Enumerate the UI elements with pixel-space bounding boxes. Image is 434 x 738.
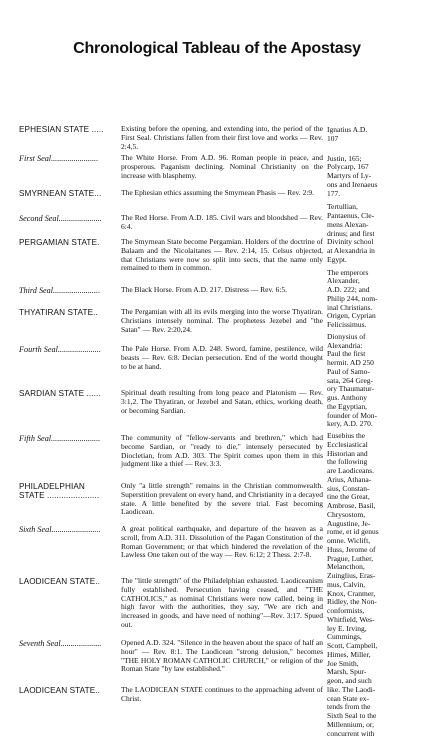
sidebar-line: Millennium, or, (327, 721, 418, 730)
sidebar-line: tends from the (327, 703, 418, 712)
entry-text: The Smyrnean State become Pergamian. Holders of the doctrine of Balaam and the Nicolaitanes — Rev. 2:14, 15. Celsus objected, that Christians were now so split into sects, that the name only remained to them in common. (121, 238, 323, 273)
sidebar-line: Philip 244, nom- (327, 295, 418, 304)
sidebar-line: Origen, Cyprian (327, 312, 418, 321)
sidebar-line: conformists, (327, 607, 418, 616)
sidebar-line: founder of Mon- (327, 412, 418, 421)
entry-label: SARDIAN STATE ...... (19, 389, 119, 398)
sidebar-line: ons and Irenaeus (327, 181, 418, 190)
sidebar-line: Dionysius of (327, 333, 418, 342)
sidebar-line: Martyrs of Ly- (327, 172, 418, 181)
sidebar-line: sata, 264 Greg- (327, 377, 418, 386)
sidebar-line: Paul of Samo- (327, 368, 418, 377)
sidebar-line: drinus; and first (327, 230, 418, 239)
sidebar-line: gus. Anthony (327, 394, 418, 403)
entry-label: PERGAMIAN STATE. (19, 238, 119, 247)
sidebar-line: Cummings, (327, 633, 418, 642)
sidebar-line: mus, Calvin, (327, 581, 418, 590)
sidebar-line: Historian and (327, 450, 418, 459)
sidebar-line: cean State ex- (327, 695, 418, 704)
entry-label: Fourth Seal..................... (19, 345, 119, 354)
entry-label: EPHESIAN STATE ..... (19, 125, 119, 134)
sidebar-line: Alexander, (327, 277, 418, 286)
entry-text: Existing before the opening, and extending into, the period of the First Seal. Christians fallen from their first love and works — Rev. 2:4,5. (121, 125, 323, 151)
sidebar-line: 177. (327, 190, 418, 199)
sidebar-line: Knox, Cranmer, (327, 590, 418, 599)
sidebar-line: Melancthon, (327, 563, 418, 572)
sidebar-line: Ecclesiastical (327, 441, 418, 450)
sidebar-line: geon, and such (327, 677, 418, 686)
sidebar-line: the following (327, 458, 418, 467)
sidebar-line: inal Christians. (327, 304, 418, 313)
entry-text: The White Horse. From A.D. 96. Roman people in peace, and prosperous. Paganism declining. Nominal Christianity on the increase with blasphemy. (121, 154, 323, 180)
sidebar-line: rome, et id genus (327, 528, 418, 537)
entry-text: The LAODICEAN STATE continues to the approaching advent of Christ. (121, 686, 323, 704)
sidebar-line: Eusebius the (327, 432, 418, 441)
sidebar-line: are Laodiceans. (327, 467, 418, 476)
sidebar-line: Zuinglius, Eras- (327, 572, 418, 581)
sidebar-line: ory Thaumatur- (327, 385, 418, 394)
sidebar-line: hermit. AD 250 (327, 359, 418, 368)
sidebar-line: Prague, Luther, (327, 555, 418, 564)
sidebar-line: tine the Great, (327, 493, 418, 502)
sidebar-line: the Egyptian, (327, 403, 418, 412)
sidebar-column (327, 126, 418, 738)
sidebar-line: sius, Constan- (327, 485, 418, 494)
sidebar-line: 107 (327, 135, 418, 144)
entry-label: Sixth Seal........................ (19, 525, 119, 534)
entry-text: The community of "fellow-servants and brethren," which had become Sardian, or "ready to die," intensely persecuted by Diocletian, from A.D. 303. The Spirit comes upon them in this judgment like a thief — Rev. 3:3. (121, 434, 323, 469)
entry-text: The Ephesian ethics assuming the Smyrnean Phasis — Rev. 2:9. (121, 189, 323, 198)
sidebar-line: Chrysostom, (327, 511, 418, 520)
sidebar-line: Ignatius A.D. (327, 126, 418, 135)
sidebar-line: omne. Wiclift, (327, 537, 418, 546)
entry-label: LAODICEAN STATE.. (19, 686, 119, 695)
sidebar-line: Scott, Campbell, (327, 642, 418, 651)
entry-label: SMYRNEAN STATE... (19, 189, 119, 198)
entry-text: The Black Horse. From A.D. 217. Distress — Rev. 6:5. (121, 286, 323, 295)
entry-text: The Red Horse. From A.D. 185. Civil wars and bloodshed — Rev. 6:4. (121, 214, 323, 232)
entry-label: Third Seal....................... (19, 286, 119, 295)
sidebar-line: Divinity school (327, 238, 418, 247)
entry-text: The Pergamian with all its evils merging into the worse Thyatiran. Christians intensely nominal. The prophetess Jezebel and "the Satan" — Rev. 2:20,24. (121, 308, 323, 334)
entry-label: PHILADELPHIAN STATE ...................... (19, 482, 111, 501)
sidebar-line: Felicissimus. (327, 321, 418, 330)
sidebar-line: Egypt. (327, 256, 418, 265)
sidebar-line: Augustine, Je- (327, 520, 418, 529)
sidebar-line: Marsh, Spur- (327, 668, 418, 677)
sidebar-line: Polycarp, 167 (327, 163, 418, 172)
entry-label: THYATIRAN STATE.. (19, 308, 119, 317)
sidebar-line: Alexandria: (327, 342, 418, 351)
page-title: Chronological Tableau of the Apostasy (0, 40, 434, 58)
entry-text: Spiritual death resulting from long peace and Platonism — Rev. 3:1,2. The Thyatiran, or Jezebel and Satan, ethics, working death, or becoming Sardian. (121, 389, 323, 415)
entry-text: The Pale Horse. From A.D. 248. Sword, famine, pestilence, wild beasts — Rev. 6:8. Decian persecution. End of the world thought to be at hand. (121, 345, 323, 371)
entry-label: First Seal....................... (19, 154, 119, 163)
sidebar-line: mens Alexan- (327, 221, 418, 230)
sidebar-line: A.D. 222; and (327, 286, 418, 295)
sidebar-line: like. The Laodi- (327, 686, 418, 695)
sidebar-line: Pantaenus, Cle- (327, 212, 418, 221)
entry-label: Second Seal..................... (19, 214, 119, 223)
sidebar-line: Ambrose, Basil, (327, 502, 418, 511)
sidebar-line: Sixth Seal to the (327, 712, 418, 721)
sidebar-line: Justin, 165; (327, 155, 418, 164)
entry-label: Seventh Seal.................... (19, 639, 119, 648)
sidebar-line: Himes, Miller, (327, 651, 418, 660)
sidebar-line: Tertullian, (327, 203, 418, 212)
sidebar-line: ley E. Irving, (327, 625, 418, 634)
entry-text: The "little strength" of the Philadelphian exhausted. Laodiceanism fully established. Persecution having ceased, and "THE CATHOLICS," as nominal Christians were now called, being in high favor with the authorities, they say, "We are rich and increased in goods, and have need of nothing"—Rev. 3:17. Spued out. (121, 577, 323, 630)
entry-text: A great political earthquake, and departure of the heaven as a scroll, from A.D. 311. Dissolution of the Pagan Constitution of the Roman Government; or that which hindered the revelation of the Lawless One taken out of the way — Rev. 6:12; 2 Thess. 2:7-8. (121, 525, 323, 560)
sidebar-line: Arius, Athana- (327, 476, 418, 485)
sidebar-line: Joe Smith, (327, 660, 418, 669)
entry-label: Fifth Seal........................ (19, 434, 119, 443)
sidebar-line: Whitfield, Wes- (327, 616, 418, 625)
sidebar-line: The emperors (327, 269, 418, 278)
sidebar-line: Huss, Jerome of (327, 546, 418, 555)
sidebar-line: concurrent with (327, 730, 418, 738)
sidebar-line: Paul the first (327, 350, 418, 359)
entry-text: Only "a little strength" remains in the Christian commonwealth. Superstition prevalent on every hand, and Christianity in a decayed state. A little benefited by the severe trial. Fast becoming Laodicean. (121, 482, 323, 517)
entry-label: LAODICEAN STATE.. (19, 577, 119, 586)
entry-text: Opened A.D. 324. "Silence in the heaven about the space of half an hour" — Rev. 8:1. The Laodicean "strong delusion," becomes "THE HOLY ROMAN CATHOLIC CHURCH," or religion of the Roman State "by law established." (121, 639, 323, 674)
sidebar-line: Ridley, the Non- (327, 598, 418, 607)
sidebar-line: kery, A.D. 270. (327, 420, 418, 429)
sidebar-line: at Alexandria in (327, 247, 418, 256)
